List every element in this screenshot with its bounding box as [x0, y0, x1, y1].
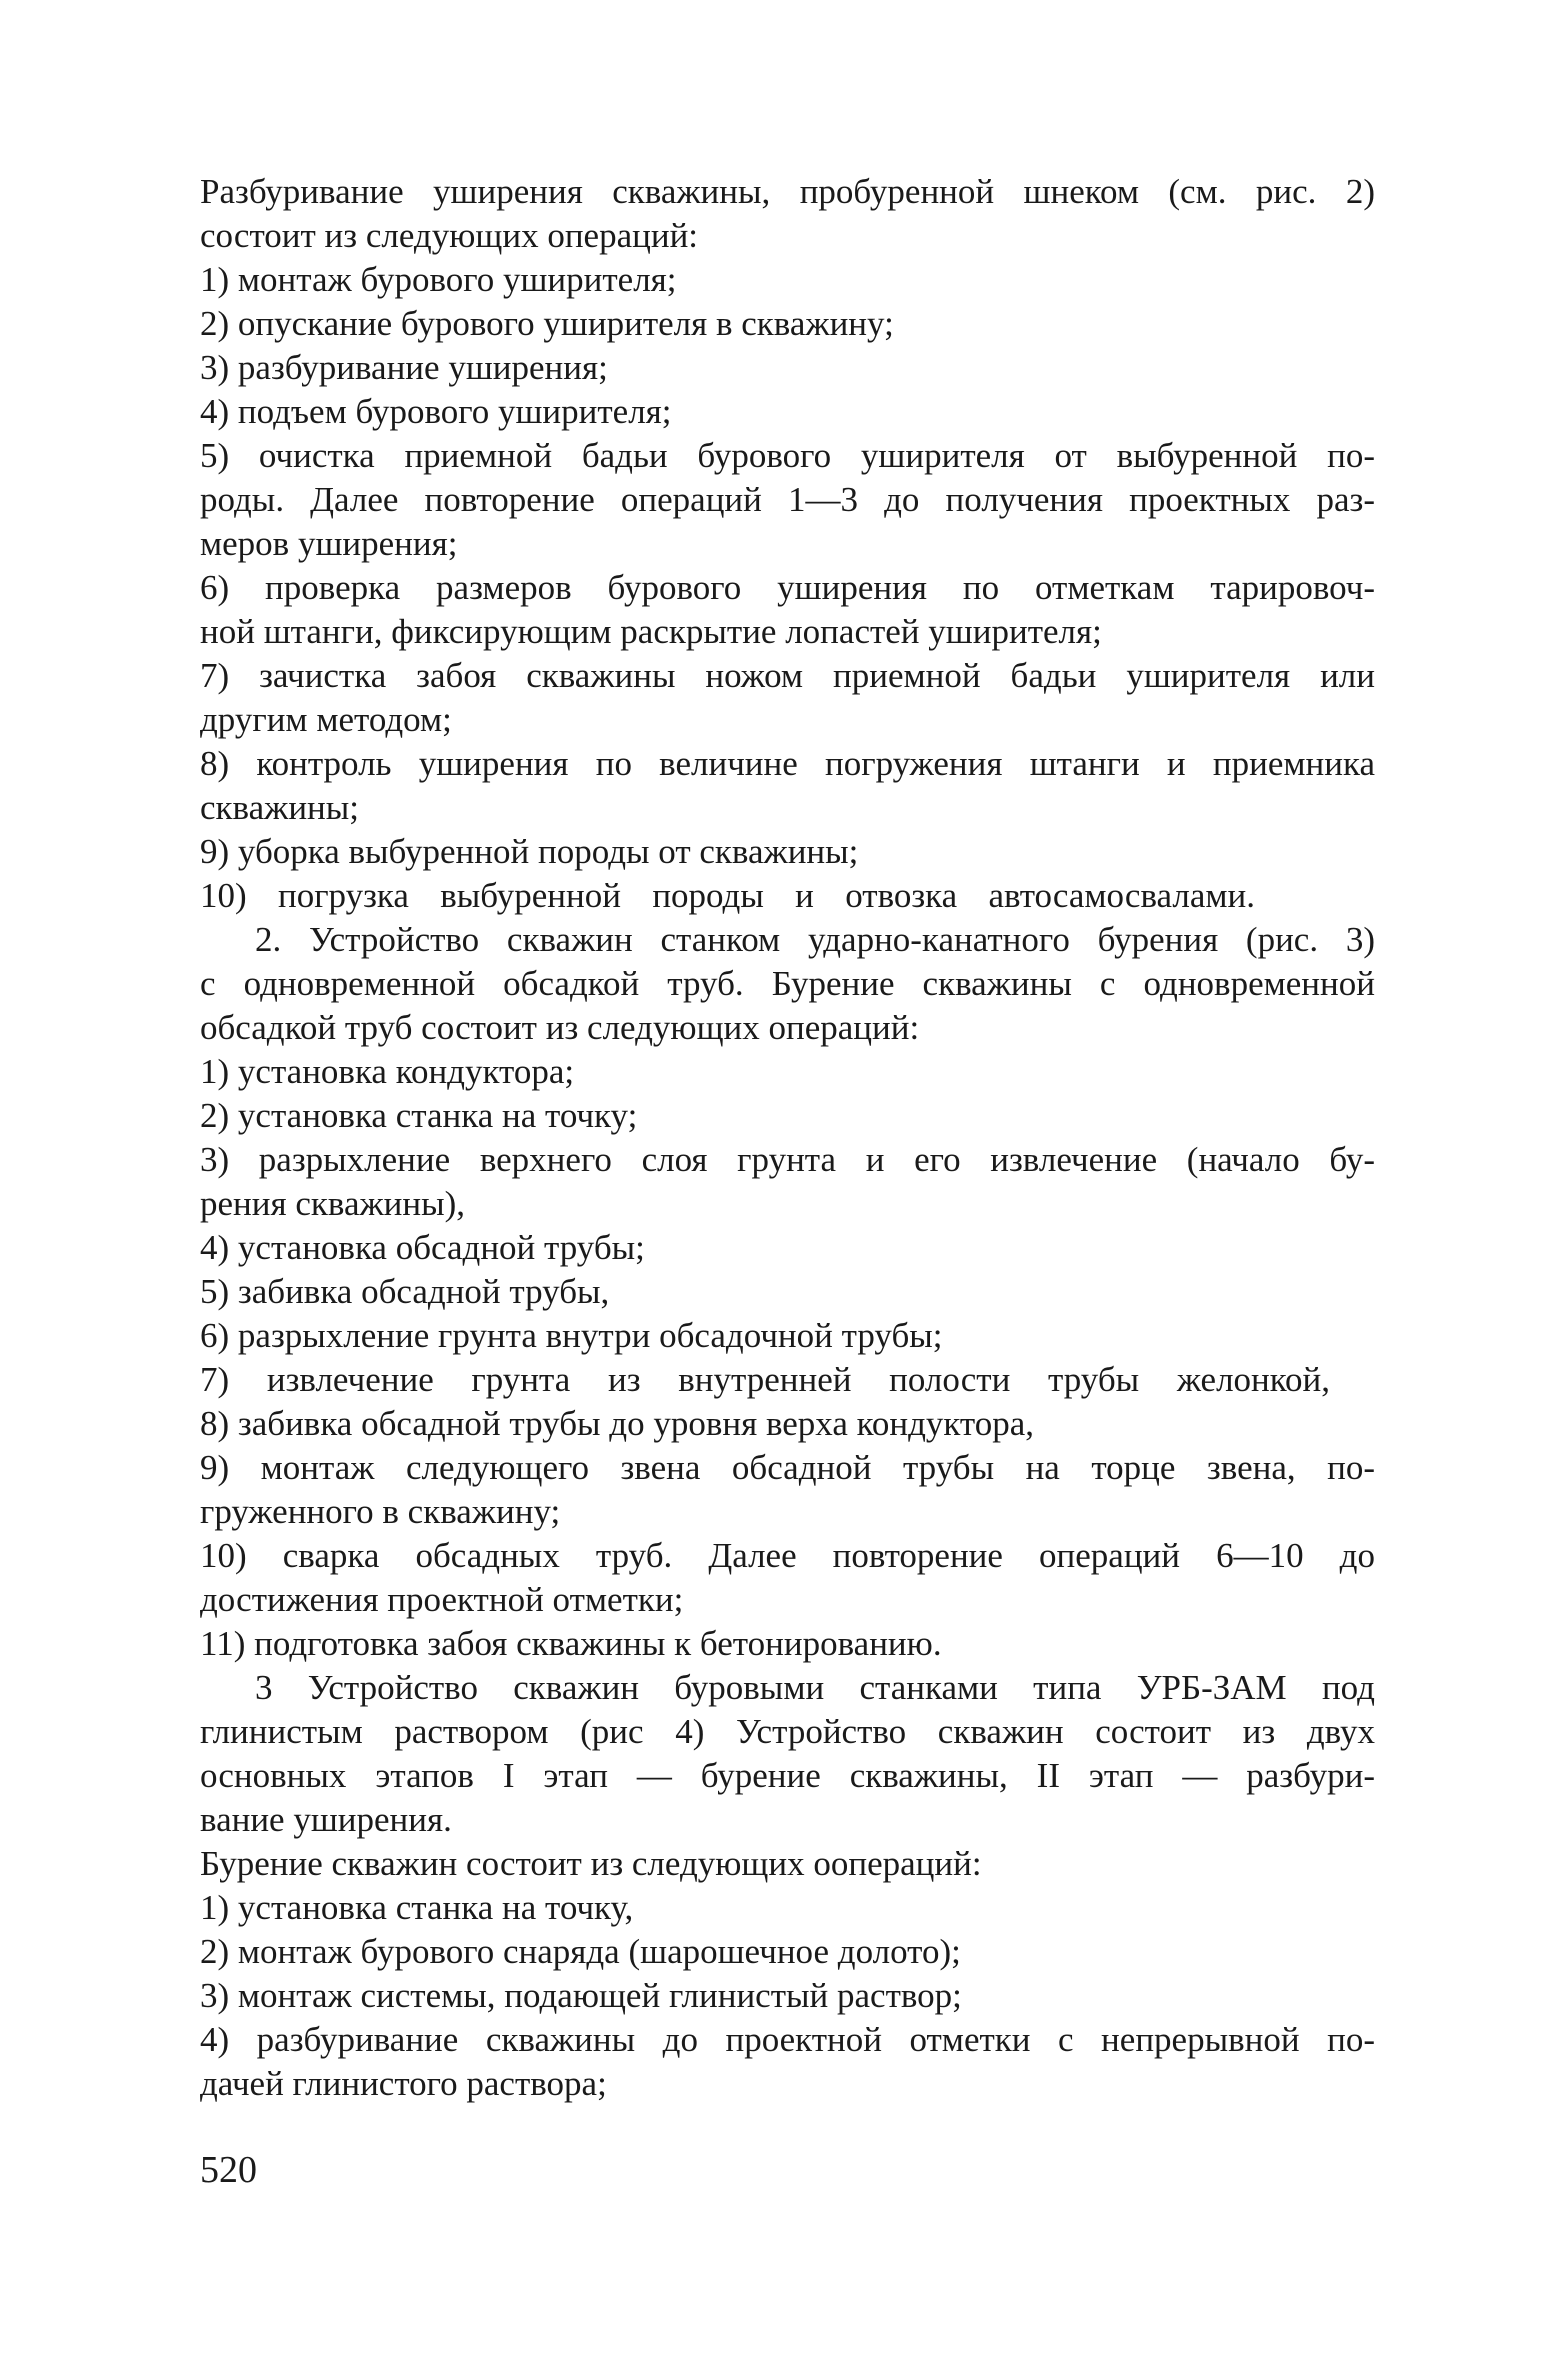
text-line: ной штанги, фиксирующим раскрытие лопастей уширителя; [200, 612, 1102, 651]
text-line: 8) забивка обсадной трубы до уровня верха кондуктора, [200, 1404, 1035, 1443]
text-line: 9) монтаж следующего звена обсадной трубы на торце звена, по- [200, 1448, 1375, 1487]
text-line: 8) контроль уширения по величине погружения штанги и приемника [200, 744, 1375, 783]
text-line: 6) проверка размеров бурового уширения по отметкам тарировоч- [200, 568, 1375, 607]
text-line: 1) монтаж бурового уширителя; [200, 260, 677, 299]
text-line: 11) подготовка забоя скважины к бетонированию. [200, 1624, 942, 1663]
text-line: Бурение скважин состоит из следующих оопераций: [200, 1844, 982, 1883]
page-body [200, 170, 1375, 2106]
text-line: 3) разбуривание уширения; [200, 348, 608, 387]
text-line: 3) монтаж системы, подающей глинистый раствор; [200, 1976, 962, 2015]
text-line: другим методом; [200, 700, 452, 739]
text-line: 3) разрыхление верхнего слоя грунта и его извлечение (начало бу- [200, 1140, 1375, 1179]
text-line: 10) погрузка выбуренной породы и отвозка автосамосвалами. [200, 876, 1255, 915]
text-line: груженного в скважину; [200, 1492, 561, 1531]
text-line: с одновременной обсадкой труб. Бурение скважины с одновременной [200, 964, 1375, 1003]
text-line: Разбуривание уширения скважины, пробуренной шнеком (см. рис. 2) [200, 172, 1375, 211]
text-line: обсадкой труб состоит из следующих операций: [200, 1008, 920, 1047]
text-line: 2) опускание бурового уширителя в скважину; [200, 304, 894, 343]
text-line: 9) уборка выбуренной породы от скважины; [200, 832, 859, 871]
text-line: 4) установка обсадной трубы; [200, 1228, 645, 1267]
text-line: 2. Устройство скважин станком ударно-канатного бурения (рис. 3) [255, 920, 1375, 959]
text-line: достижения проектной отметки; [200, 1580, 684, 1619]
text-line: 1) установка кондуктора; [200, 1052, 575, 1091]
text-line: дачей глинистого раствора; [200, 2064, 607, 2103]
page-number: 520 [200, 2149, 257, 2191]
text-line: 6) разрыхление грунта внутри обсадочной трубы; [200, 1316, 943, 1355]
text-line: 3 Устройство скважин буровыми станками типа УРБ-ЗАМ под [255, 1668, 1375, 1707]
text-line: 7) извлечение грунта из внутренней полости трубы желонкой, [200, 1360, 1330, 1399]
text-line: 1) установка станка на точку, [200, 1888, 634, 1927]
text-line: 4) подъем бурового уширителя; [200, 392, 672, 431]
text-line: 5) забивка обсадной трубы, [200, 1272, 610, 1311]
text-line: 5) очистка приемной бадьи бурового уширителя от выбуренной по- [200, 436, 1375, 475]
text-line: 7) зачистка забоя скважины ножом приемной бадьи уширителя или [200, 656, 1375, 695]
text-line: меров уширения; [200, 524, 458, 563]
text-line: роды. Далее повторение операций 1—3 до получения проектных раз- [200, 480, 1375, 519]
text-line: глинистым раствором (рис 4) Устройство скважин состоит из двух [200, 1712, 1375, 1751]
text-line: скважины; [200, 788, 360, 827]
text-line: 10) сварка обсадных труб. Далее повторение операций 6—10 до [200, 1536, 1375, 1575]
text-line: рения скважины), [200, 1184, 466, 1223]
text-line: 4) разбуривание скважины до проектной отметки с непрерывной по- [200, 2020, 1375, 2059]
text-line: 2) монтаж бурового снаряда (шарошечное долото); [200, 1932, 961, 1971]
text-line: основных этапов I этап — бурение скважины, II этап — разбури- [200, 1756, 1375, 1795]
text-line: вание уширения. [200, 1800, 452, 1839]
text-line: 2) установка станка на точку; [200, 1096, 638, 1135]
text-line: состоит из следующих операций: [200, 216, 699, 255]
